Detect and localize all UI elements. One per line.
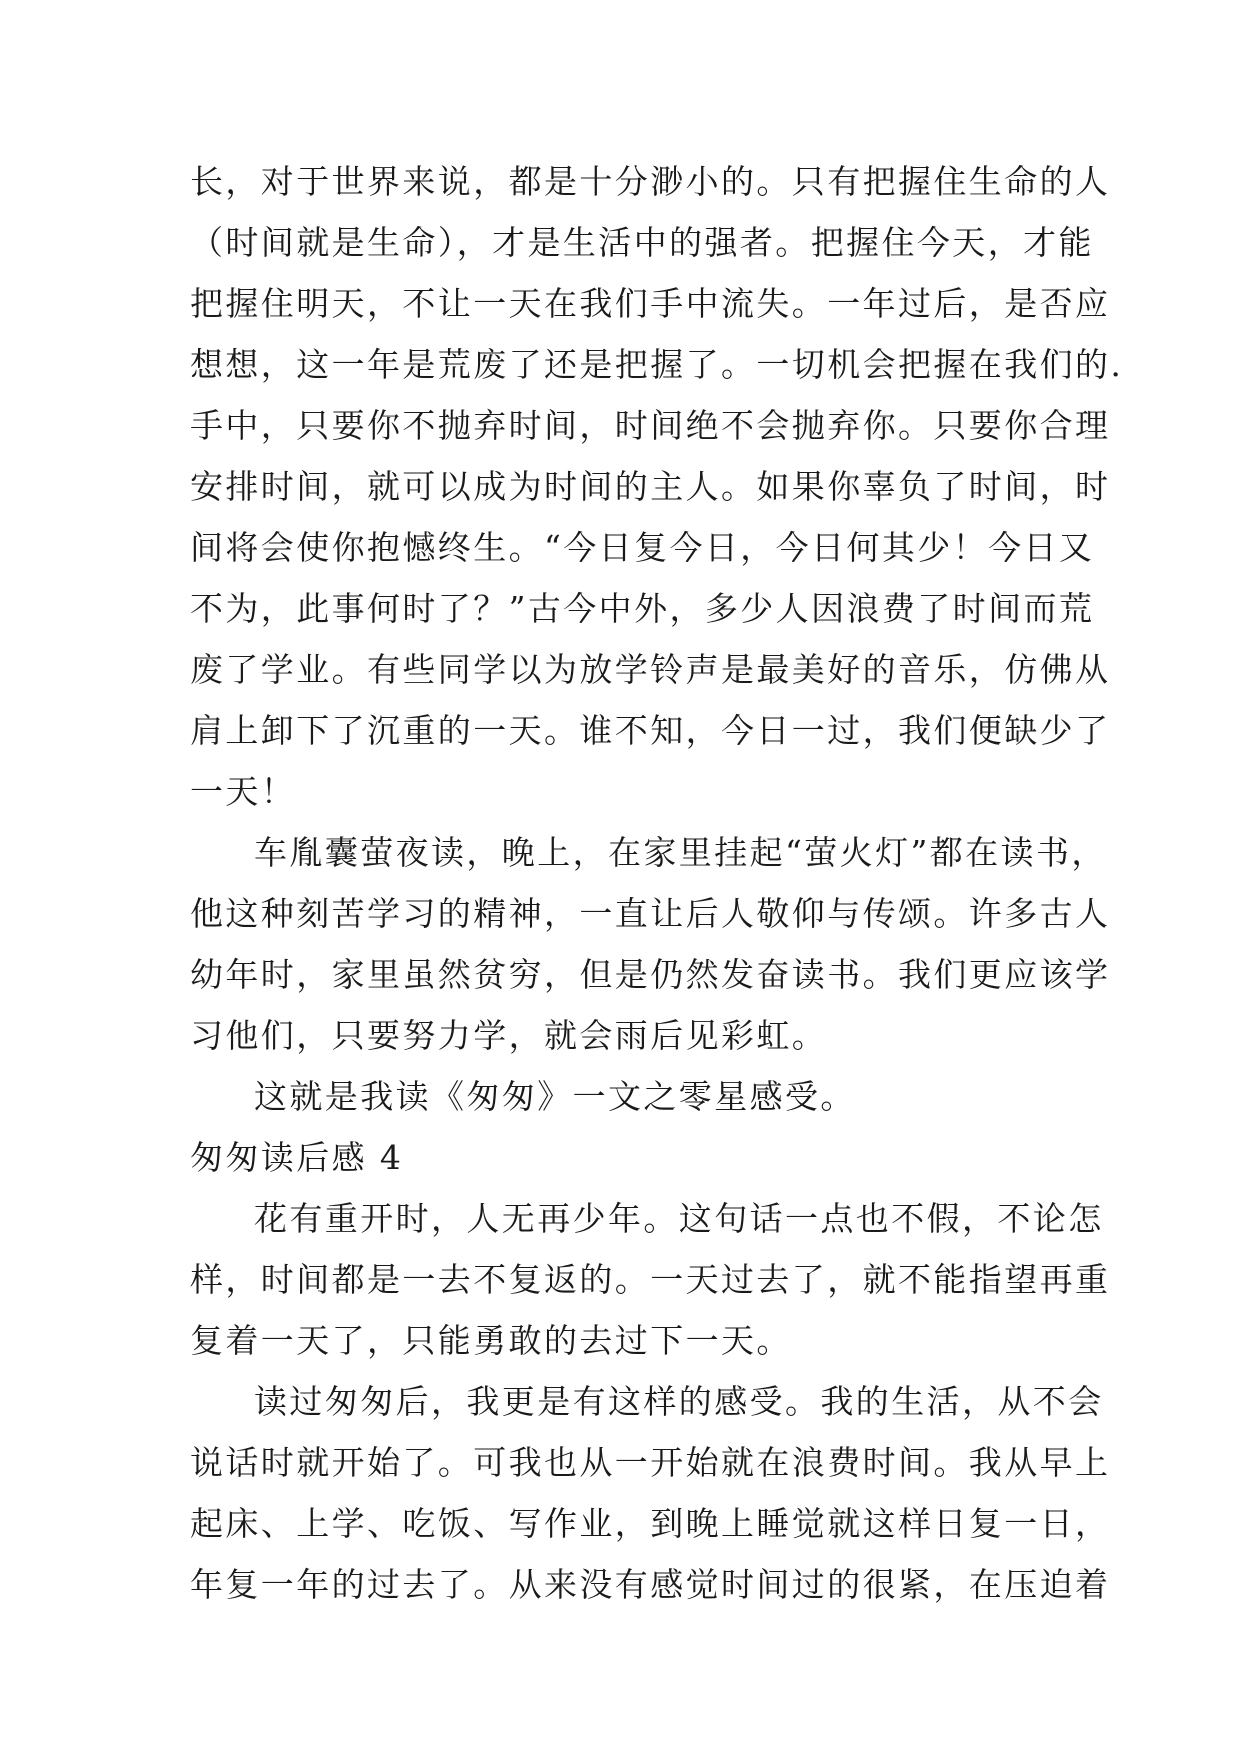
text-line: 习他们，只要努力学，就会雨后见彩虹。 [190, 1016, 828, 1055]
text-line: 想想，这一年是荒废了还是把握了。一切机会把握在我们的. [190, 345, 1124, 384]
text-line: 起床、上学、吃饭、写作业，到晚上睡觉就这样日复一日， [190, 1504, 1111, 1543]
text-line: 样，时间都是一去不复返的。一天过去了，就不能指望再重 [190, 1260, 1111, 1299]
paragraph-start-line: 读过匆匆后，我更是有这样的感受。我的生活，从不会 [254, 1382, 1104, 1421]
text-line: 手中，只要你不抛弃时间，时间绝不会抛弃你。只要你合理 [190, 406, 1111, 445]
text-line: 年复一年的过去了。从来没有感觉时间过的很紧，在压迫着 [190, 1565, 1111, 1604]
paragraph-start-line: 车胤囊萤夜读，晚上，在家里挂起“萤火灯”都在读书， [254, 833, 1107, 872]
text-line: 废了学业。有些同学以为放学铃声是最美好的音乐，仿佛从 [190, 650, 1111, 689]
text-line: 肩上卸下了沉重的一天。谁不知，今日一过，我们便缺少了 [190, 711, 1111, 750]
text-line: 他这种刻苦学习的精神，一直让后人敬仰与传颂。许多古人 [190, 894, 1111, 933]
text-line: 安排时间，就可以成为时间的主人。如果你辜负了时间，时 [190, 467, 1111, 506]
text-line: 幼年时，家里虽然贫穷，但是仍然发奋读书。我们更应该学 [190, 955, 1111, 994]
paragraph-start-line: 花有重开时，人无再少年。这句话一点也不假，不论怎 [254, 1199, 1104, 1238]
text-line: 长，对于世界来说，都是十分渺小的。只有把握住生命的人 [190, 162, 1111, 201]
text-line: 不为，此事何时了？”古今中外，多少人因浪费了时间而荒 [190, 589, 1095, 628]
text-line: （时间就是生命），才是生活中的强者。把握住今天，才能 [190, 223, 1094, 262]
section-heading: 匆匆读后感 4 [190, 1138, 404, 1177]
text-line: 复着一天了，只能勇敢的去过下一天。 [190, 1321, 792, 1360]
text-line: 说话时就开始了。可我也从一开始就在浪费时间。我从早上 [190, 1443, 1111, 1482]
paragraph-start-line: 这就是我读《匆匆》一文之零星感受。 [254, 1077, 856, 1116]
text-line: 把握住明天，不让一天在我们手中流失。一年过后，是否应 [190, 284, 1111, 323]
text-line: 一天！ [190, 772, 297, 811]
text-line: 间将会使你抱憾终生。“今日复今日，今日何其少！今日又 [190, 528, 1095, 567]
